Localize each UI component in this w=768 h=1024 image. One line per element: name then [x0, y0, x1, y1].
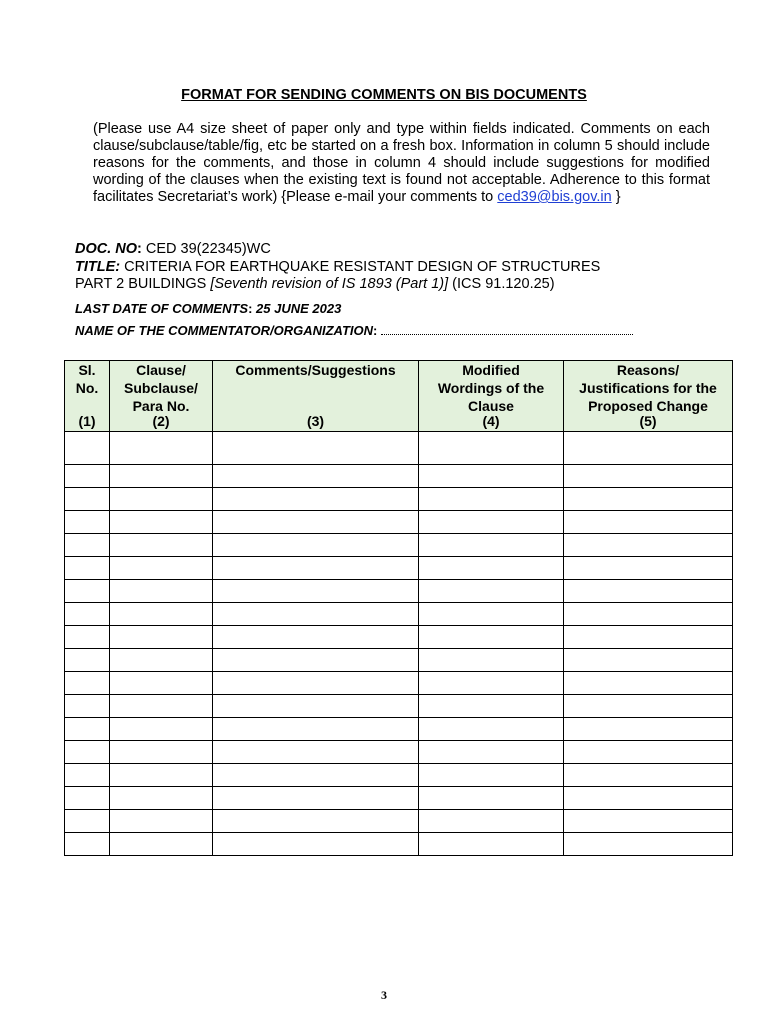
commentator-colon: :: [373, 323, 378, 338]
table-cell[interactable]: [213, 511, 419, 534]
table-cell[interactable]: [65, 764, 110, 787]
table-cell[interactable]: [65, 534, 110, 557]
table-cell[interactable]: [564, 557, 733, 580]
title-line: [75, 259, 600, 275]
table-row: [65, 626, 733, 649]
title-value: CRITERIA FOR EARTHQUAKE RESISTANT DESIGN OF STRUCTURES: [120, 259, 601, 275]
table-row: [65, 718, 733, 741]
commentator-label: NAME OF THE COMMENTATOR/ORGANIZATION: [75, 323, 374, 338]
table-cell[interactable]: [65, 810, 110, 833]
title-label: TITLE:: [75, 259, 121, 275]
table-cell[interactable]: [65, 557, 110, 580]
table-cell[interactable]: [110, 741, 213, 764]
last-date-colon: :: [248, 301, 253, 316]
table-cell[interactable]: [564, 649, 733, 672]
table-cell[interactable]: [110, 695, 213, 718]
table-cell[interactable]: [419, 626, 564, 649]
table-cell[interactable]: [65, 603, 110, 626]
table-cell[interactable]: [213, 787, 419, 810]
table-cell[interactable]: [564, 626, 733, 649]
table-cell[interactable]: [564, 764, 733, 787]
table-cell[interactable]: [419, 488, 564, 511]
title-line-2: [75, 276, 555, 292]
table-cell[interactable]: [65, 718, 110, 741]
table-cell[interactable]: [213, 580, 419, 603]
column-header-clause: [110, 361, 213, 432]
table-cell[interactable]: [564, 741, 733, 764]
column-header-label: Reasons/ Justifications for the Proposed Change: [579, 362, 717, 414]
table-header-row: [65, 361, 733, 432]
table-cell[interactable]: [419, 465, 564, 488]
instructions-paragraph: [93, 121, 710, 206]
table-cell[interactable]: [110, 626, 213, 649]
table-cell[interactable]: [213, 557, 419, 580]
table-cell[interactable]: [419, 833, 564, 856]
table-cell[interactable]: [110, 488, 213, 511]
column-number: (3): [306, 413, 325, 429]
table-row: [65, 432, 733, 465]
table-row: [65, 465, 733, 488]
table-cell[interactable]: [65, 465, 110, 488]
table-cell[interactable]: [213, 488, 419, 511]
table-cell[interactable]: [564, 465, 733, 488]
table-cell[interactable]: [213, 603, 419, 626]
table-cell[interactable]: [564, 810, 733, 833]
last-date-value: 25 JUNE 2023: [252, 301, 342, 316]
table-cell[interactable]: [213, 810, 419, 833]
table-cell[interactable]: [110, 764, 213, 787]
table-cell[interactable]: [213, 672, 419, 695]
column-number: (1): [78, 413, 96, 429]
table-cell[interactable]: [110, 534, 213, 557]
column-header-comments: [213, 361, 419, 432]
instructions-text: (Please use A4 size sheet of paper only and type within fields indicated. Comments on each clause/subclause/table/fig, etc be started on a fresh box. Information in column 5 should include reasons for the comments, and those in column 4 should include suggestions for modified wording of the clauses when the existing text is found not acceptable. Adherence to this format facilitates Secretariat’s work) {Please e-mail your comments to: [93, 121, 710, 205]
doc-no-line: [75, 241, 271, 257]
table-row: [65, 695, 733, 718]
table-cell[interactable]: [213, 534, 419, 557]
table-row: [65, 741, 733, 764]
table-cell[interactable]: [110, 787, 213, 810]
table-cell[interactable]: [65, 511, 110, 534]
table-cell[interactable]: [419, 672, 564, 695]
table-cell[interactable]: [110, 580, 213, 603]
table-cell[interactable]: [65, 741, 110, 764]
comments-table: [64, 360, 733, 856]
table-row: [65, 603, 733, 626]
table-cell[interactable]: [65, 787, 110, 810]
table-cell[interactable]: [564, 833, 733, 856]
column-header-reasons: [564, 361, 733, 432]
document-heading: FORMAT FOR SENDING COMMENTS ON BIS DOCUMENTS: [181, 87, 587, 103]
table-cell[interactable]: [110, 557, 213, 580]
table-row: [65, 833, 733, 856]
table-row: [65, 511, 733, 534]
table-cell[interactable]: [213, 833, 419, 856]
table-row: [65, 672, 733, 695]
table-row: [65, 810, 733, 833]
table-cell[interactable]: [564, 603, 733, 626]
column-number: (4): [482, 413, 500, 429]
commentator-line: [75, 323, 633, 338]
table-cell[interactable]: [564, 580, 733, 603]
table-cell[interactable]: [564, 432, 733, 465]
column-header-label: Sl. No.: [75, 362, 99, 396]
table-cell[interactable]: [110, 649, 213, 672]
table-cell[interactable]: [213, 764, 419, 787]
doc-no-label: DOC. NO: [75, 241, 138, 257]
table-cell[interactable]: [213, 741, 419, 764]
column-number: (2): [152, 413, 170, 429]
table-row: [65, 534, 733, 557]
table-cell[interactable]: [213, 626, 419, 649]
table-cell[interactable]: [65, 488, 110, 511]
column-header-label: Modified Wordings of the Clause: [437, 362, 545, 414]
table-cell[interactable]: [564, 511, 733, 534]
table-row: [65, 649, 733, 672]
table-cell[interactable]: [564, 787, 733, 810]
table-row: [65, 764, 733, 787]
table-cell[interactable]: [110, 432, 213, 465]
column-header-sl-no: [65, 361, 110, 432]
last-date-line: [75, 301, 341, 316]
table-cell[interactable]: [213, 432, 419, 465]
table-cell[interactable]: [564, 672, 733, 695]
table-cell[interactable]: [213, 695, 419, 718]
table-cell[interactable]: [419, 432, 564, 465]
table-cell[interactable]: [419, 603, 564, 626]
table-cell[interactable]: [65, 672, 110, 695]
table-cell[interactable]: [213, 465, 419, 488]
table-cell[interactable]: [419, 580, 564, 603]
column-header-label: Clause/ Subclause/ Para No.: [124, 362, 198, 414]
title-line2-italic: [Seventh revision of IS 1893 (Part 1)]: [210, 276, 449, 292]
table-cell[interactable]: [65, 649, 110, 672]
table-cell[interactable]: [419, 810, 564, 833]
table-cell[interactable]: [419, 534, 564, 557]
table-cell[interactable]: [110, 810, 213, 833]
table-cell[interactable]: [213, 649, 419, 672]
table-cell[interactable]: [564, 534, 733, 557]
table-body: [65, 432, 733, 856]
table-cell[interactable]: [65, 833, 110, 856]
table-cell[interactable]: [65, 626, 110, 649]
table-cell[interactable]: [419, 649, 564, 672]
instructions-closing: }: [611, 189, 621, 205]
table-cell[interactable]: [110, 603, 213, 626]
doc-no-value: CED 39(22345)WC: [141, 241, 271, 257]
doc-no-colon: :: [137, 241, 142, 257]
table-cell[interactable]: [419, 695, 564, 718]
table-cell[interactable]: [564, 488, 733, 511]
table-cell[interactable]: [110, 511, 213, 534]
title-line2-plain: PART 2 BUILDINGS: [75, 276, 211, 292]
table-cell[interactable]: [110, 672, 213, 695]
table-cell[interactable]: [65, 580, 110, 603]
table-row: [65, 557, 733, 580]
email-link[interactable]: ced39@bis.gov.in: [497, 189, 612, 205]
last-date-label: LAST DATE OF COMMENTS: [75, 301, 249, 316]
commentator-fill-line[interactable]: [381, 333, 633, 335]
page-number: 3: [381, 988, 387, 1002]
table-row: [65, 580, 733, 603]
column-header-modified-wordings: [419, 361, 564, 432]
title-line2-tail: (ICS 91.120.25): [448, 276, 555, 292]
table-cell[interactable]: [110, 833, 213, 856]
table-cell[interactable]: [564, 718, 733, 741]
column-number: (5): [639, 413, 657, 429]
table-cell[interactable]: [419, 764, 564, 787]
table-cell[interactable]: [213, 718, 419, 741]
table-row: [65, 787, 733, 810]
table-cell[interactable]: [65, 695, 110, 718]
table-cell[interactable]: [419, 718, 564, 741]
column-header-label: Comments/Suggestions: [235, 362, 396, 378]
table-cell[interactable]: [110, 465, 213, 488]
table-cell[interactable]: [419, 741, 564, 764]
table-cell[interactable]: [419, 557, 564, 580]
table-row: [65, 488, 733, 511]
table-cell[interactable]: [564, 695, 733, 718]
table-cell[interactable]: [110, 718, 213, 741]
table-cell[interactable]: [419, 511, 564, 534]
table-cell[interactable]: [419, 787, 564, 810]
table-cell[interactable]: [65, 432, 110, 465]
